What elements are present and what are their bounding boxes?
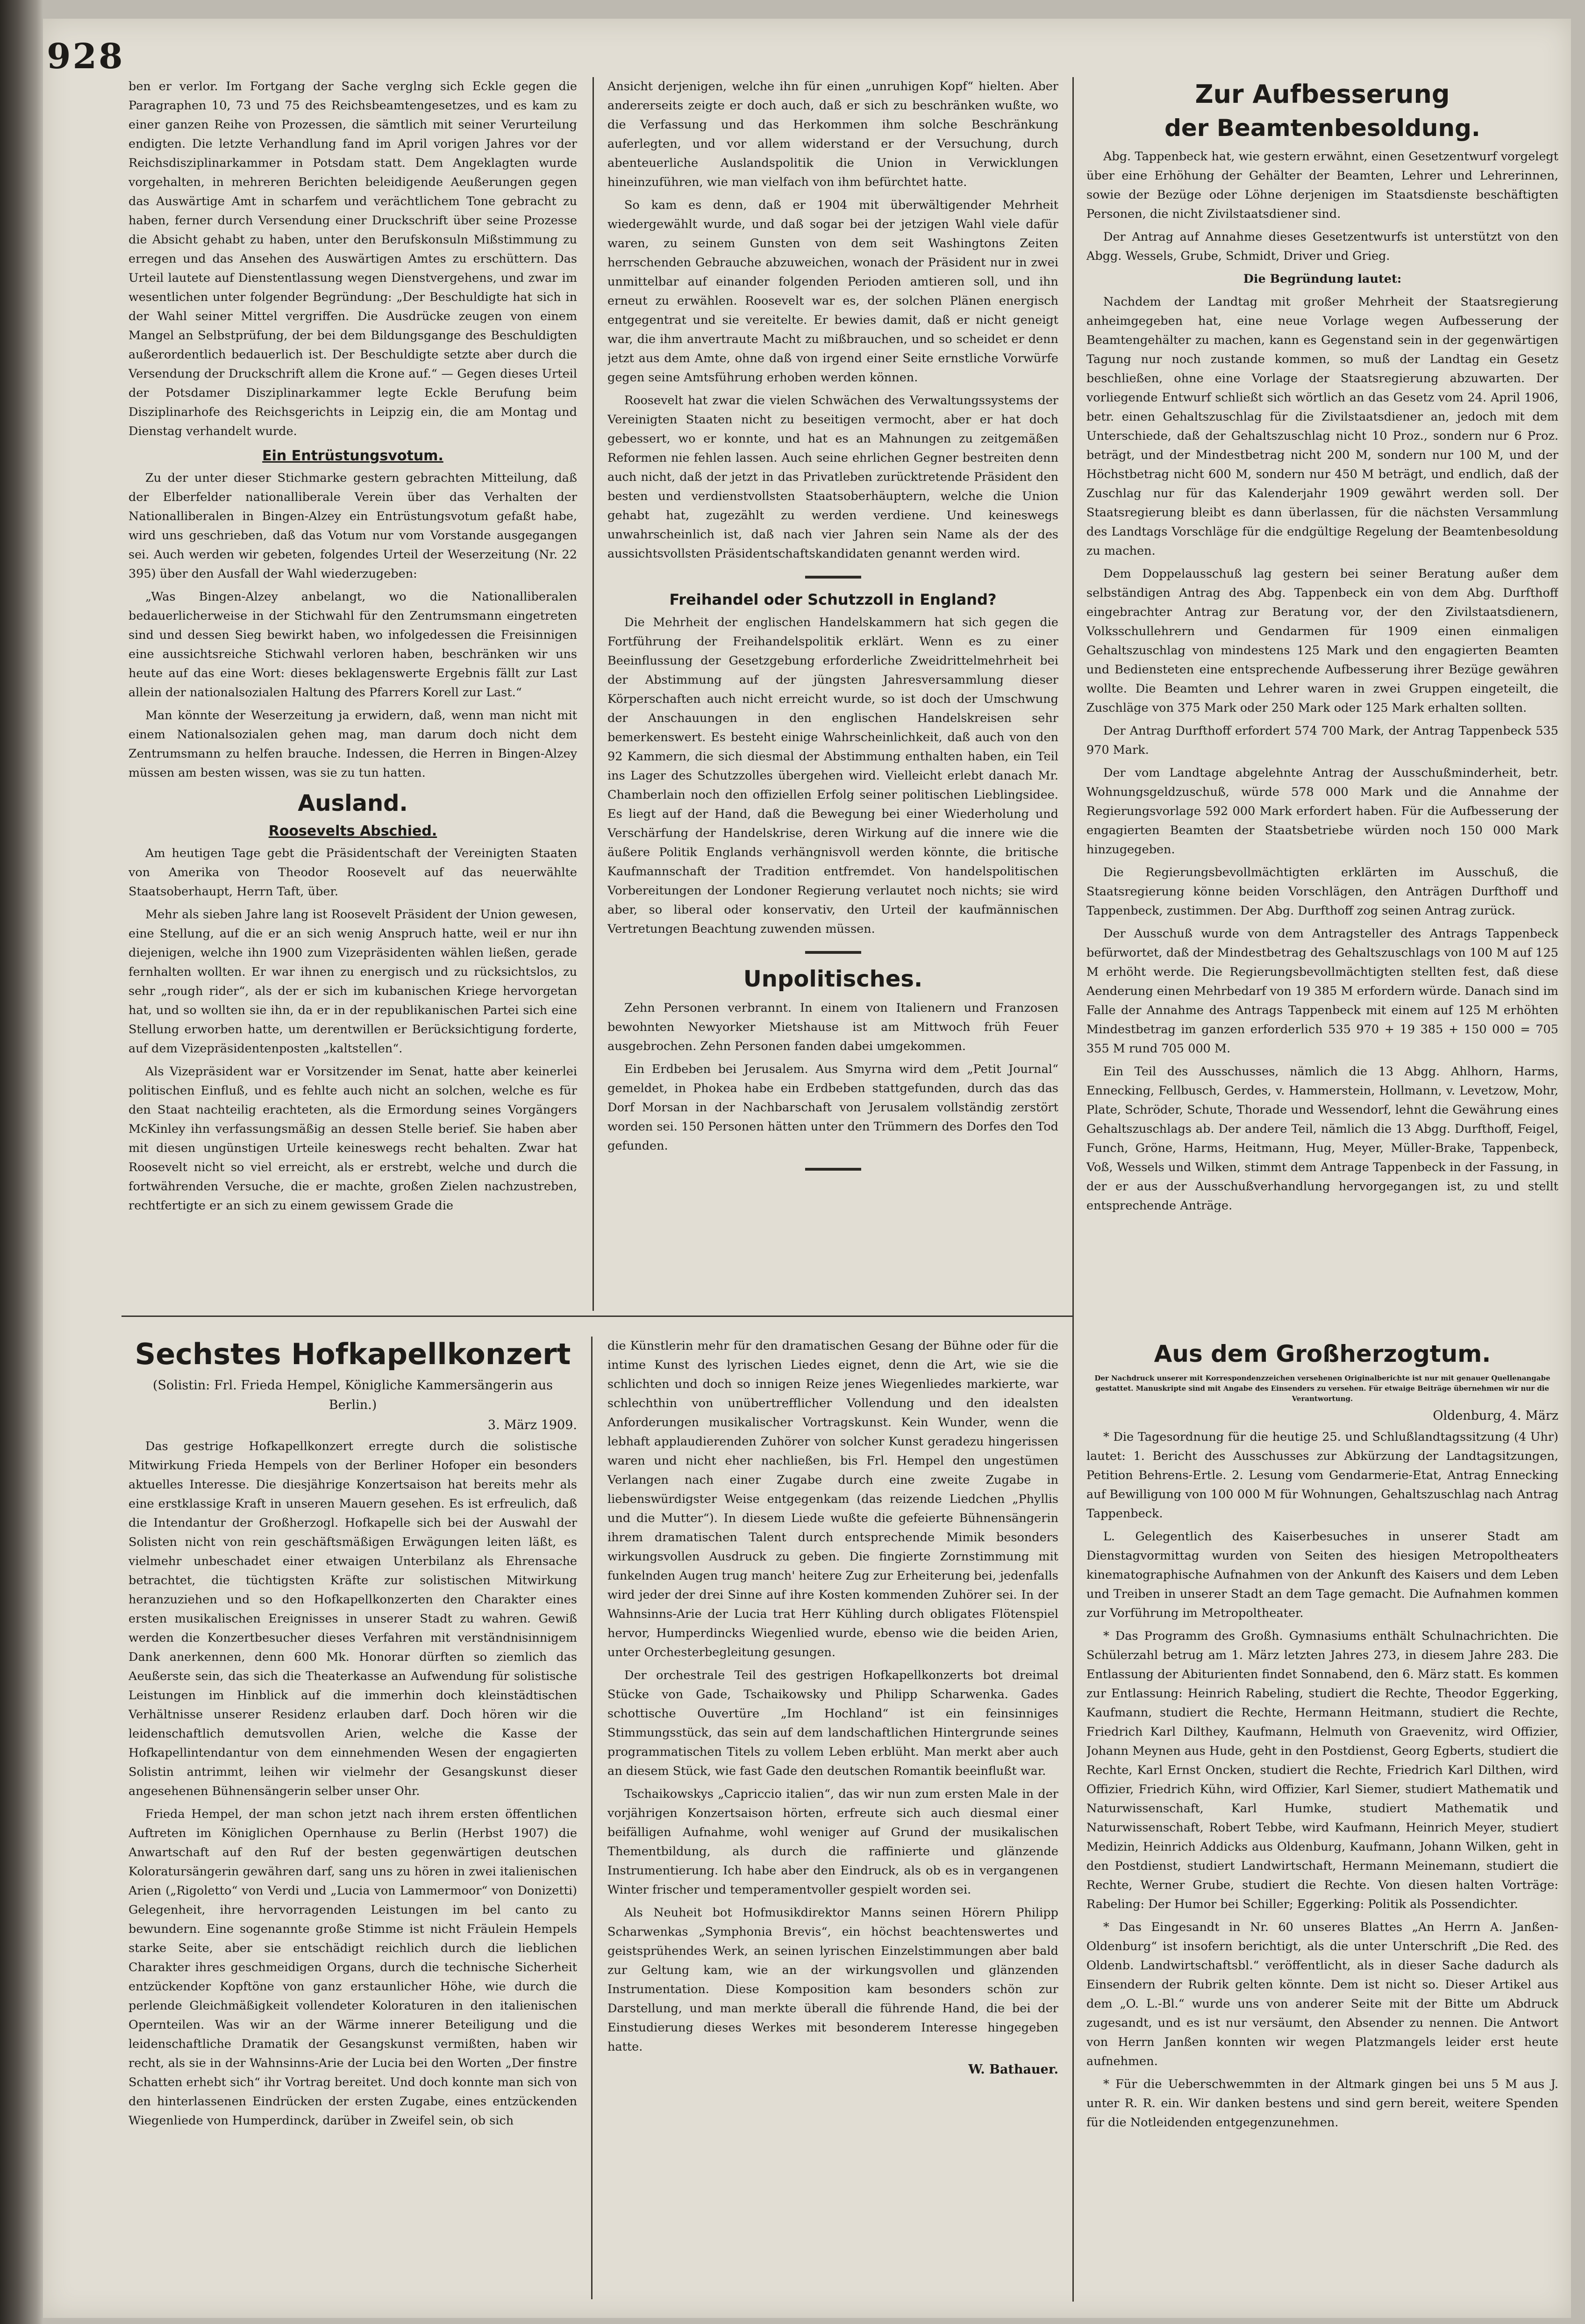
paragraph: Ein Teil des Ausschusses, nämlich die 13 Abgg. Ahlhorn, Harms, Ennecking, Fellbusch, Gerdes, v. Hammerstein, Hollmann, v. Levetzow, Mohr, Plate, Schröder, Schute, Thorade und Wessendorf, lehnt die Gewährung eines Gehaltszuschlags ab. Der andere Teil, nämlich die 13 Abgg. Durfthoff, Feigel, Funch, Gröne, Harms, Heitmann, Hug, Meyer, Müller-Brake, Tappenbeck, Voß, Wessels und Wilken, stimmt dem Antrage Tappenbeck in der Fassung, in der er aus der Ausschußverhandlung hervorgegangen ist, zu und stellt entsprechende Anträge.	[1086, 1065, 1558, 1213]
paragraph: Die Begründung lautet:	[1243, 272, 1402, 286]
paragraph: Als Vizepräsident war er Vorsitzender im Senat, hatte aber keinerlei politischen Einfluß, und es fehlte auch nicht an solchen, welche es für den Staat nachteilig erachteten, als die Ermordung seines Vorgängers McKinley ihn verfassungsmäßig an dessen Stelle berief. Sie haben aber mit diesen ungünstigen Urteile keineswegs recht behalten. Zwar hat Roosevelt nicht so viel erreicht, als er erstrebt, welche und durch die fortwährenden Versuche, die er machte, großen Zielen nachzustreben, rechtfertigte er an sich zu einem gewissem Grade die	[129, 1065, 577, 1213]
article-continuation: ben er verlor. Im Fortgang der Sache verglng sich Eckle gegen die Paragraphen 10, 73 und 75 des Reichsbeamtengesetzes, und es kam zu einer ganzen Reihe von Prozessen, die sämtlich mit seiner Verurteilung endigten. Die letzte Verhandlung fand im April vorigen Jahres vor der Reichsdisziplinarkammer in Potsdam statt. Dem Angeklagten wurde vorgehalten, in mehreren Berichten beleidigende Aeußerungen gegen das Auswärtige Amt in scharfem und verächtlichem Tone gebracht zu haben, ferner durch Versendung einer Druckschrift über seine Prozesse die Absicht gehabt zu haben, unter den Berufskonsuln Mißstimmung zu erregen und das Ansehen des Auswärtigen Amtes zu erschüttern. Das Urteil lautete auf Dienstentlassung wegen Dienstvergehens, und zwar im wesentlichen unter folgender Begründung: „Der Beschuldigte hat sich in der Wahl seiner Mittel vergriffen. Die Ausdrücke zeugen von einem Mangel an Selbstprüfung, der bei dem Bildungsgange des Beschuldigten außerordentlich bedauerlich ist. Der Beschuldigte setzte aber durch die Versendung der Druckschrift allem die Krone auf.“ — Gegen dieses Urteil der Potsdamer Disziplinarkammer legte Eckle Berufung beim Disziplinarhofe des Reichsgerichts in Leipzig ein, die am Montag und Dienstag verhandelt wurde.	[129, 79, 577, 438]
paragraph: Roosevelt hat zwar die vielen Schwächen des Verwaltungssystems der Vereinigten Staaten nicht zu beseitigen vermocht, aber er hat doch gebessert, wo er konnte, und hat es an Mahnungen zu zeitgemäßen Reformen nie fehlen lassen. Auch seine ehrlichen Gegner bestreiten denn auch nicht, daß der jetzt in das Privatleben zurücktretende Präsident den besten und verdienstvollsten Staatsoberhäuptern, welche die Union gehabt hat, zugezählt zu werden verdiene. Und keineswegs unwahrscheinlich ist, daß nach vier Jahren sein Name als der des aussichtsvollsten Präsidentschaftskandidaten genannt werden wird.	[607, 393, 1058, 561]
paragraph: Zehn Personen verbrannt. In einem von Italienern und Franzosen bewohnten Newyorker Mietshause ist am Mittwoch früh Feuer ausgebrochen. Zehn Personen fanden dabei umgekommen.	[607, 1001, 1058, 1053]
separator-dash	[805, 951, 861, 954]
paragraph: Frieda Hempel, der man schon jetzt nach ihrem ersten öffentlichen Auftreten im Königlichen Opernhause zu Berlin (Herbst 1907) die Anwartschaft auf den Ruf der besten gegenwärtigen deutschen Koloratursängerin gewähren darf, sang uns zu hören in zwei italienischen Arien („Rigoletto“ von Verdi und „Lucia von Lammermoor“ von Donizetti) Gelegenheit, ihre hervorragenden Leistungen im bel canto zu bewundern. Eine sogenannte große Stimme ist nicht Fräulein Hempels starke Seite, aber sie entschädigt reichlich durch die lieblichen Charakter ihres geschmeidigen Organs, durch die technische Sicherheit entzückender Kopftöne von ganz erstaunlicher Höhe, wie durch die perlende Gleichmäßigkeit vollendeter Koloraturen in den italienischen Opernteilen. Was wir an der Wärme innerer Beteiligung und die leidenschaftliche Dramatik der Gesangskunst vermißten, haben wir recht, als sie in der Wahnsinns-Arie der Lucia bei den Worten „Der finstre Schatten erhebt sich“ ihr Vortrag bereitet. Und doch konnte man sich von den hinterlassenen Eindrücken der ersten Zugabe, eines entzückenden Wiegenliede von Humperdinck, darüber in Zweifel sein, ob sich	[129, 1807, 577, 2128]
paragraph: Dem Doppelausschuß lag gestern bei seiner Beratung außer dem selbständigen Antrag des Abg. Tappenbeck ein von dem Abg. Durfthoff eingebrachter Antrag zur Beratung vor, der den Zivilstaatsdienern, Volksschullehrern und Gendarmen für 1909 einen einmaligen Gehaltszuschlag von mindestens 125 Mark und den engagierten Beamten und Bediensteten eine entsprechende Aufbesserung ihrer Bezüge gewähren wollte. Die Beamten und Lehrer waren in zwei Gruppen eingeteilt, die Zuschläge von 375 Mark oder 250 Mark oder 125 Mark erhalten sollten.	[1086, 567, 1558, 715]
heading-roosevelt: Roosevelts Abschied.	[268, 823, 437, 839]
reprint-notice: Der Nachdruck unserer mit Korrespondenzzeichen versehenen Originalberichte ist nur mit genauer Quellenangabe gestattet. Manuskripte sind mit Angabe des Einsenders zu versehen. Für etwaige Beiträge übernehmen wir nur die Verantwortung.	[1094, 1374, 1550, 1403]
paragraph: * Die Tagesordnung für die heutige 25. und Schlußlandtagssitzung (4 Uhr) lautet: 1. Bericht des Ausschusses zur Abkürzung der Landtagsitzungen, Petition Behrens-Ertle. 2. Lesung vom Gendarmerie-Etat, Antrag Ennecking auf Bewilligung von 100 000 M für Wohnungen, Gehaltszuschlag nach Antrag Tappenbeck.	[1086, 1430, 1558, 1521]
paragraph: Abg. Tappenbeck hat, wie gestern erwähnt, einen Gesetzentwurf vorgelegt über eine Erhöhung der Gehälter der Beamten, Lehrer und Lehrerinnen, sowie der Bezüge oder Löhne derjenigen im Staatsdienste beschäftigten Personen, die nicht Zivilstaatsdiener sind.	[1086, 150, 1558, 221]
paragraph: * Das Eingesandt in Nr. 60 unseres Blattes „An Herrn A. Janßen-Oldenburg“ ist insofern berichtigt, als die unter Unterschrift „Die Red. des Oldenb. Landwirtschaftsbl.“ veröffentlicht, als in dieser Sache dadurch als Einsendern der Rubrik gelten könnte. Dem ist nicht so. Dieser Artikel aus dem „O. L.-Bl.“ wurde uns von anderer Seite mit der Bitte um Abdruck zugesandt, und es ist nur versäumt, den Absender zu nennen. Die Antwort von Herrn Janßen konnten wir wegen Platzmangels leider erst heute aufnehmen.	[1086, 1920, 1558, 2068]
column-rule-1	[593, 77, 594, 1311]
heading-grossherzogtum: Aus dem Großherzogtum.	[1154, 1340, 1491, 1367]
paragraph: Am heutigen Tage gebt die Präsidentschaft der Vereinigten Staaten von Amerika von Theodor Roosevelt auf das neuerwählte Staatsoberhaupt, Herrn Taft, über.	[129, 846, 577, 899]
column-2	[607, 77, 1058, 1297]
heading-beamtenbesoldung-line1: Zur Aufbesserung	[1195, 79, 1450, 109]
paragraph: Mehr als sieben Jahre lang ist Roosevelt Präsident der Union gewesen, eine Stellung, auf die er an sich wenig Anspruch hatte, weil er nur ihn diejenigen, welche ihn 1900 zum Vizepräsidenten wählen ließen, gerade fernhalten wollten. Er war ihnen zu energisch und zu rücksichtslos, zu sehr „rough rider“, als der er sich im kubanischen Kriege hervorgetan hat, und so wollten sie ihn, da er in der republikanischen Partei sich eine Stellung erworben hatte, um derentwillen er Berücksichtigung forderte, auf dem Vizepräsidentenposten „kaltstellen“.	[129, 908, 577, 1056]
paragraph: Man könnte der Weserzeitung ja erwidern, daß, wenn man nicht mit einem Nationalsozialen gehen mag, man darum doch nicht dem Zentrumsmann zu helfen brauche. Indessen, die Herren in Bingen-Alzey müssen am besten wissen, was sie zu tun hatten.	[129, 708, 577, 780]
separator-dash	[805, 576, 861, 579]
paragraph: „Was Bingen-Alzey anbelangt, wo die Nationalliberalen bedauerlicherweise in der Stichwahl für den Zentrumsmann eingetreten sind und dessen Sieg bewirkt haben, wo infolgedessen die Freisinnigen eine aussichtsreiche Stichwahl verloren haben, beschränken wir uns heute auf das eine Wort: dieses beklagenswerte Ergebnis fällt zur Last allein der nationalsozialen Haltung des Pfarrers Korell zur Last.“	[129, 590, 577, 700]
paragraph: Der vom Landtage abgelehnte Antrag der Ausschußminderheit, betr. Wohnungsgeldzuschuß, würde 578 000 Mark und die Annahme der Regierungsvorlage 592 000 Mark erfordert haben. Für die Aufbesserung der engagierten Beamten der Staatsbetriebe würden noch 150 000 Mark hinzugegeben.	[1086, 766, 1558, 857]
paragraph: Der Ausschuß wurde von dem Antragsteller des Antrags Tappenbeck befürwortet, daß der Mindestbetrag des Gehaltszuschlags von 100 M auf 125 M erhöht werde. Die Regierungsbevollmächtigten stellten fest, daß diese Aenderung einen Mehrbedarf von 19 385 M erfordern würde. Danach sind im Falle der Annahme des Antrags Tappenbeck mit einem auf 125 M erhöhten Mindestbetrag im ganzen erforderlich 535 970 + 19 385 + 150 000 = 705 355 M rund 705 000 M.	[1086, 927, 1558, 1056]
paragraph: Zu der unter dieser Stichmarke gestern gebrachten Mitteilung, daß der Elberfelder nationalliberale Verein über das Verhalten der Nationalliberalen in Bingen-Alzey ein Entrüstungsvotum gefaßt habe, wird uns geschrieben, daß das Votum nur vom Vorstande ausgegangen sei. Auch werden wir gebeten, folgendes Urteil der Weserzeitung (Nr. 22 395) über den Ausfall der Wahl wiederzugeben:	[129, 471, 577, 581]
paragraph: * Das Programm des Großh. Gymnasiums enthält Schulnachrichten. Die Schülerzahl betrug am 1. März letzten Jahres 273, in diesem Jahre 283. Die Entlassung der Abiturienten findet Sonnabend, den 6. März statt. Es kommen zur Entlassung: Heinrich Rabeling, studiert die Rechte, Theodor Eggerking, Kaufmann, studiert die Rechte, Hermann Heitmann, studiert die Rechte, Friedrich Karl Dilthey, Kaufmann, Helmuth von Graevenitz, wird Offizier, Johann Meynen aus Hude, geht in den Postdienst, Georg Egberts, studiert die Rechte, Karl Ernst Oncken, studiert die Rechte, Friedrich Karl Dilthen, wird Offizier, Friedrich Kühn, wird Offizier, Karl Siemer, studiert Mathematik und Naturwissenschaft, Karl Humke, studiert Mathematik und Naturwissenschaft, Robert Tebbe, wird Kaufmann, Heinrich Meyer, studiert Medizin, Heinrich Addicks aus Oldenburg, Kaufmann, Johann Wilken, geht in den Postdienst, studiert Landwirtschaft, Hermann Meinemann, studiert die Rechte, Werner Grube, studiert die Rechte. Von diesen halten Vorträge: Rabeling: Der Humor bei Schiller; Eggerking: Politik als Possendichter.	[1086, 1629, 1558, 1911]
dateline: Oldenburg, 4. März	[1433, 1409, 1558, 1423]
paragraph: Die Mehrheit der englischen Handelskammern hat sich gegen die Fortführung der Freihandelspolitik erklärt. Wenn es zu einer Beeinflussung der Gesetzgebung erforderliche Zweidrittelmehrheit bei der Abstimmung auf der jüngsten Jahresversammlung dieser Körperschaften auch nicht erreicht wurde, so ist doch der Umschwung der Anschauungen in den englischen Handelskreisen sehr bemerkenswert. Es besteht einige Wahrscheinlichkeit, daß auch von den 92 Kammern, die sich diesmal der Abstimmung enthalten haben, ein Teil ins Lager des Schutzzolles übergehen wird. Vielleicht erlebt danach Mr. Chamberlain noch den offiziellen Erfolg seiner politischen Lieblingsidee. Es liegt auf der Hand, daß die Bewegung bei einer Wiederholung und Verschärfung der Handelskrise, deren Wirkung auf die innere wie die äußere Politik Englands verhängnisvoll werden könnte, die britische Kaufmannschaft der Tradition entfremdet. Von handelspolitischen Vorbereitungen der Londoner Regierung verlautet noch nichts; sie wird aber, so liberal oder konservativ, den Urteil der kaufmännischen Vertretungen Beachtung zuwenden müssen.	[607, 615, 1058, 936]
paragraph: Nachdem der Landtag mit großer Mehrheit der Staatsregierung anheimgegeben hat, eine neue Vorlage wegen Aufbesserung der Beamtengehälter zu machen, kann es Gegenstand sein in der gegenwärtigen Tagung nur noch zustande kommen, so muß der Landtag ein Gesetz beschließen, ohne eine Vorlage der Staatsregierung abzuwarten. Der vorliegende Entwurf schließt sich wörtlich an das Gesetz vom 24. April 1906, betr. einen Gehaltszuschlag für die Zivilstaatsdiener an, jedoch mit dem Unterschiede, daß der Gehaltszuschlag nicht 10 Proz., sondern nur 6 Proz. beträgt, und der Mindestbetrag nicht 200 M, sondern nur 100 M, und der Höchstbetrag nicht 600 M, sondern nur 450 M beträgt, und endlich, daß der Zuschlag nur für das Kalenderjahr 1909 gewährt werden soll. Der Staatsregierung bleibt es dann überlassen, für die nächsten Versammlung des Landtags Vorschläge für die endgültige Regelung der Beamtenbesoldung zu machen.	[1086, 295, 1558, 558]
column-1	[129, 77, 577, 1297]
paragraph: Das gestrige Hofkapellkonzert erregte durch die solistische Mitwirkung Frieda Hempels von der Berliner Hofoper ein besonders aktuelles Interesse. Die diesjährige Konzertsaison hat bereits mehr als eine erstklassige Kraft in unseren Mauern gesehen. Es ist erfreulich, daß die Intendantur der Großherzogl. Hofkapelle sich bei der Auswahl der Solisten nicht von rein geschäftsmäßigen Erwägungen leiten läßt, es vielmehr unbeschadet einer etwaigen Unterbilanz als Ehrensache betrachtet, die tüchtigsten Kräfte zur solistischen Mitwirkung heranzuziehen und so den Hofkapellkonzerten den Charakter eines ersten musikalischen Ereignisses in unserer Stadt zu wahren. Gewiß werden die Konzertbesucher dieses Verfahren mit verständnisinnigem Dank anerkennen, denn 600 Mk. Honorar dürften so ziemlich das Aeußerste sein, das sich die Theaterkasse an Aufwendung für solistische Leistungen im Hinblick auf die immerhin doch kleinstädtischen Verhältnisse unserer Residenz erlauben darf. Doch hören wir die leidenschaftlich demutsvollen Arien, welche die Kasse der Hofkapellintendantur von dem einnehmenden Wesen der engagierten Solistin antrimmt, leihen wir vielmehr der Gesangskunst dieser angesehenen Bühnensängerin selber unser Ohr.	[129, 1439, 577, 1798]
heading-ausland: Ausland.	[298, 790, 408, 816]
heading-hofkapellkonzert: Sechstes Hofkapellkonzert	[135, 1337, 571, 1371]
paragraph: Ansicht derjenigen, welche ihn für einen „unruhigen Kopf“ hielten. Aber andererseits zeigte er doch auch, daß er sich zu beschränken wußte, wo die Verfassung und das Herkommen ihm solche Beschränkung auferlegten, und vor allem widerstand er der Versuchung, durch abenteuerliche Auslandspolitik die Union in Verwicklungen hineinzuführen, wie man vielfach von ihm befürchtet hatte.	[607, 79, 1058, 189]
separator-dash	[805, 1168, 861, 1171]
paragraph: Die Regierungsbevollmächtigten erklärten im Ausschuß, die Staatsregierung könne beiden Vorschlägen, den Anträgen Durfthoff und Tappenbeck, zustimmen. Der Abg. Durfthoff zog seinen Antrag zurück.	[1086, 865, 1558, 918]
author-signature: W. Bathauer.	[968, 2062, 1058, 2077]
book-spine-shadow	[0, 0, 43, 2324]
paragraph: Als Neuheit bot Hofmusikdirektor Manns seinen Hörern Philipp Scharwenkas „Symphonia Brevis“, ein höchst beachtenswertes und geistsprühendes Werk, an seinen lyrischen Einzelstimmungen aber bald zur Geltung kam, wie an der wirkungsvollen und glänzenden Instrumentation. Diese Komposition kam besonders schön zur Darstellung, und man merkte überall die führende Hand, die bei der Einstudierung dieses Werkes mit besonderem Interesse hingegeben hatte.	[607, 1906, 1058, 2054]
paragraph: die Künstlerin mehr für den dramatischen Gesang der Bühne oder für die intime Kunst des lyrischen Liedes eignet, denn die Art, wie sie die schlichten und doch so innigen Reize jenes Wiegenliedes markierte, war schlechthin von unübertrefflicher Vollendung und den idealsten Anforderungen musikalischer Vortragskunst. Kein Wunder, wenn die lebhaft applaudierenden Zuhörer von solcher Kunst geradezu hingerissen waren und nicht eher nachließen, bis Frl. Hempel den ungestümen Verlangen nach einer Zugabe durch eine zweite Zugabe in liebenswürdigster Weise entgegenkam (das reizende Liedchen „Phyllis und die Mutter“). In diesem Liede wußte die gefeierte Bühnensängerin ihrem dramatischen Talent durch entsprechende Mimik besonders wirkungsvollen Ausdruck zu geben. Die fingierte Zornstimmung mit funkelnden Augen trug manch' heitere Zug zur Erheiterung bei, jedenfalls wird jeder der drei Sinne auf ihre Kosten kommenden Zuhörer sei. In der Wahnsinns-Arie der Lucia trat Herr Kühling durch obligates Flötenspiel hervor, Humperdincks Wiegenlied wurde, ebenso wie die beiden Arien, unter Orchesterbegleitung gesungen.	[607, 1339, 1058, 1659]
heading-freihandel: Freihandel oder Schutzzoll in England?	[669, 591, 997, 608]
paragraph: So kam es denn, daß er 1904 mit überwältigender Mehrheit wiedergewählt wurde, und daß sogar bei der jetzigen Wahl viele dafür waren, zu seinem Gunsten von dem seit Washingtons Zeiten herrschenden Gebrauche abzuweichen, wonach der Präsident nur in zwei unmittelbar auf einander folgenden Perioden amtieren soll, und ihn erneut zu erwählen. Roosevelt war es, der solchen Plänen energisch entgegentrat und sie vereitelte. Er bewies damit, daß er nicht geneigt war, die ihm anvertraute Macht zu mißbrauchen, und so scheidet er denn jetzt aus dem Amte, ohne daß von irgend einer Seite ernstliche Vorwürfe gegen seine Amtsführung erhoben werden können.	[607, 198, 1058, 385]
paragraph: Ein Erdbeben bei Jerusalem. Aus Smyrna wird dem „Petit Journal“ gemeldet, in Phokea habe ein Erdbeben stattgefunden, durch das das Dorf Morsan in der Nachbarschaft von Jerusalem vollständig zerstört worden sei. 150 Personen hätten unter den Trümmern des Dorfes den Tod gefunden.	[607, 1062, 1058, 1153]
heading-entruestungsvotum: Ein Entrüstungsvotum.	[262, 448, 443, 464]
column-grossherzogtum	[1086, 1337, 1558, 2318]
heading-beamtenbesoldung-line2: der Beamtenbesoldung.	[1164, 114, 1480, 142]
page-number: 928	[47, 36, 125, 77]
paragraph: L. Gelegentlich des Kaiserbesuches in unserer Stadt am Dienstagvormittag wurden von Seiten des hiesigen Metropoltheaters kinematographische Aufnahmen von der Ankunft des Kaisers und dem Leben und Treiben in unserer Stadt an dem Tage gemacht. Die Aufnahmen kommen zur Vorführung im Metropoltheater.	[1086, 1530, 1558, 1620]
paragraph: Der orchestrale Teil des gestrigen Hofkapellkonzerts bot dreimal Stücke von Gade, Tschaikowsky und Philipp Scharwenka. Gades schottische Ouvertüre „Im Hochland“ ist ein feinsinniges Stimmungsstück, das sein auf dem landschaftlichen Hintergrunde seines programmatischen Titels zu vollem Leben erblüht. Man merkt aber auch an diesem Stück, wie fast Gade den deutschen Romantik beeinflußt war.	[607, 1668, 1058, 1778]
concert-subtitle: (Solistin: Frl. Frieda Hempel, Königliche Kammersängerin aus Berlin.)	[153, 1378, 553, 1412]
paragraph: Der Antrag auf Annahme dieses Gesetzentwurfs ist unterstützt von den Abgg. Wessels, Grube, Schmidt, Driver und Grieg.	[1086, 230, 1558, 263]
concert-date: 3. März 1909.	[487, 1418, 577, 1432]
column-3	[1086, 77, 1558, 1299]
section-rule	[121, 1316, 1072, 1317]
column-rule-inner	[591, 1337, 593, 2299]
paragraph: * Für die Ueberschwemmten in der Altmark gingen bei uns 5 M aus J. unter R. R. ein. Wir danken bestens und sind gern bereit, weitere Spenden für die Notleidenden entgegenzunehmen.	[1086, 2077, 1558, 2130]
column-rule-2	[1072, 77, 1074, 2302]
paragraph: Der Antrag Durfthoff erfordert 574 700 Mark, der Antrag Tappenbeck 535 970 Mark.	[1086, 724, 1558, 757]
concert-review-right	[607, 1337, 1058, 2082]
concert-review-left	[129, 1337, 577, 2134]
paragraph: Tschaikowskys „Capriccio italien“, das wir nun zum ersten Male in der vorjährigen Konzertsaison hörten, erfreute sich auch diesmal einer beifälligen Aufnahme, wohl weniger auf Grund der musikalischen Thementbildung, als durch die raffinierte und glänzende Instrumentierung. Ich habe aber den Eindruck, als ob es in vergangenen Winter frischer und temperamentvoller gespielt worden sei.	[607, 1787, 1058, 1897]
heading-unpolitisches: Unpolitisches.	[743, 966, 923, 992]
concert-review	[129, 1337, 1058, 2318]
